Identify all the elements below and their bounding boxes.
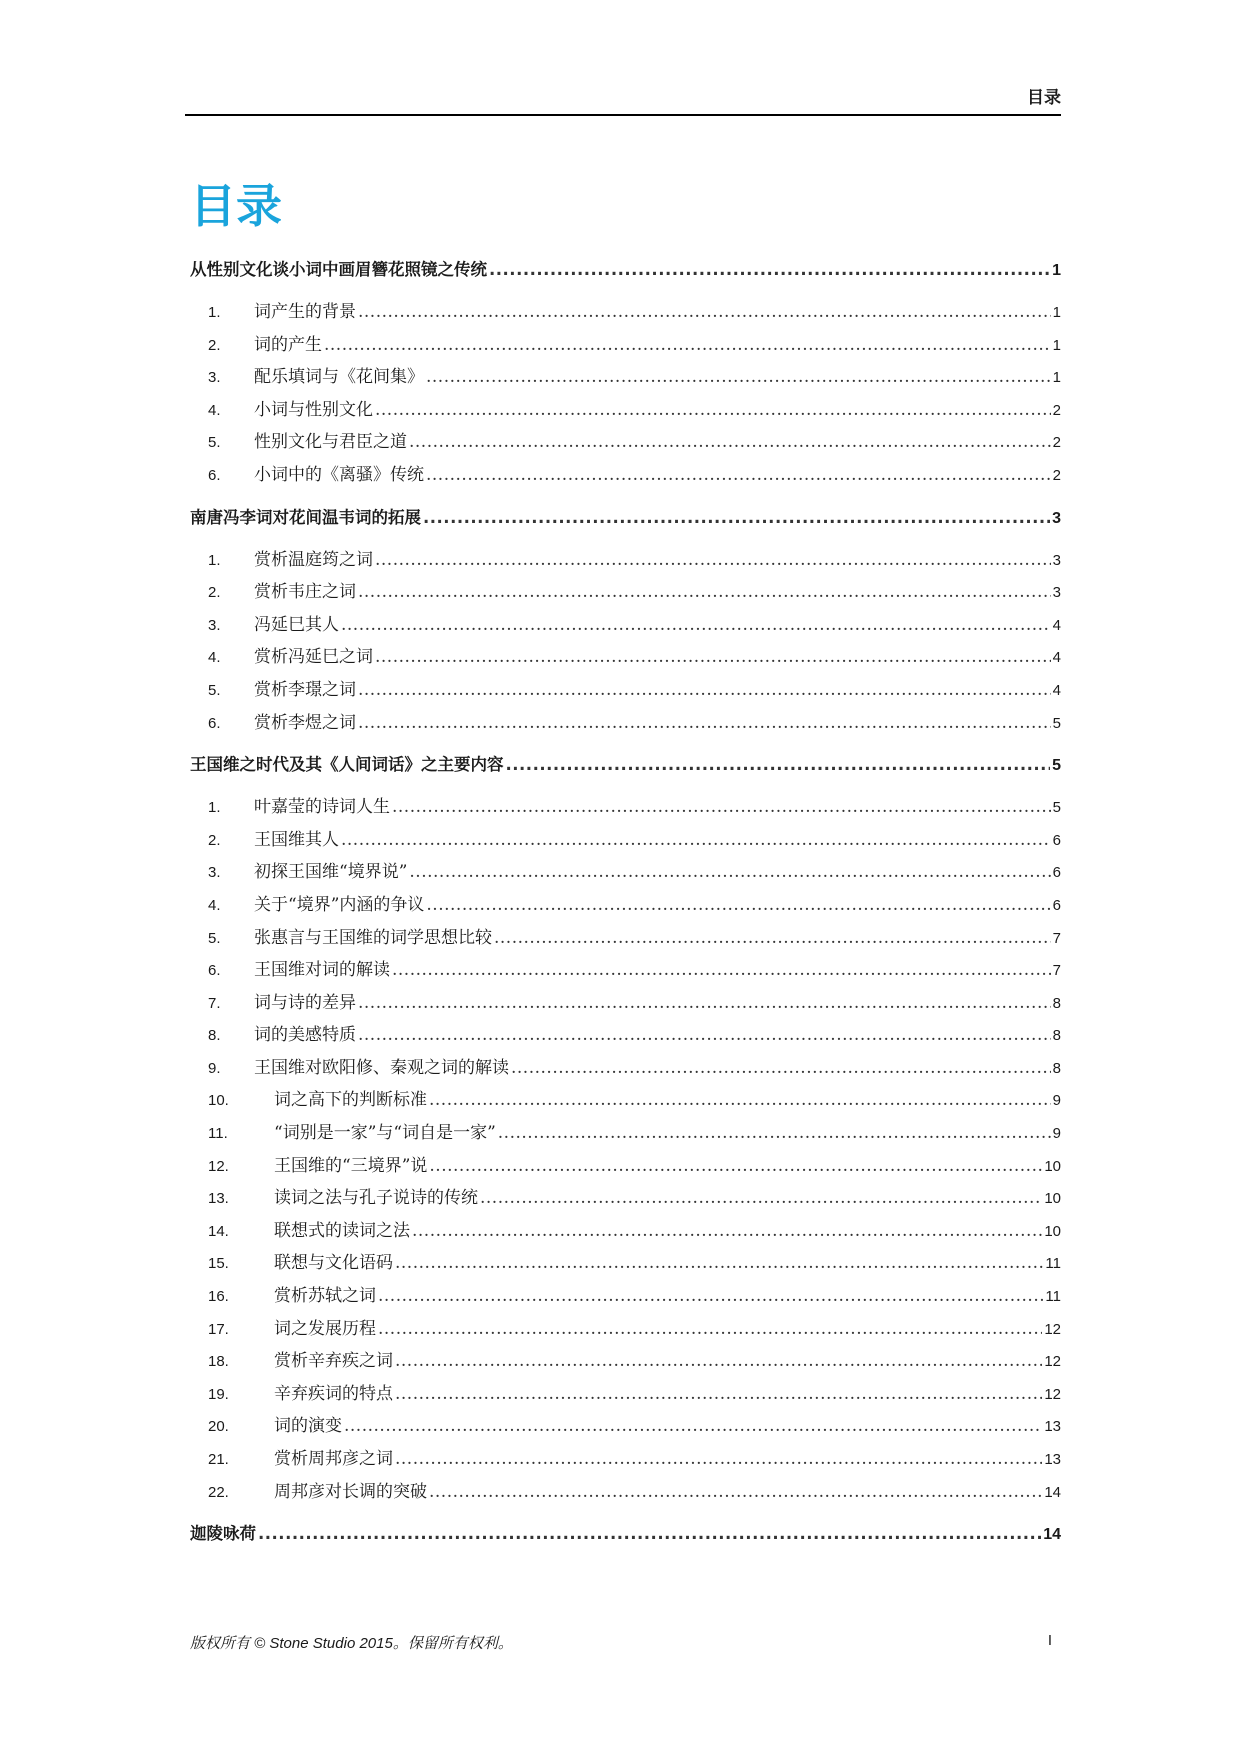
toc-section-entry[interactable] — [190, 394, 1061, 427]
toc-section-entry[interactable] — [190, 987, 1061, 1020]
toc-section-page: 8 — [1052, 1027, 1061, 1045]
toc-leader-dots — [480, 1182, 1042, 1215]
toc-leader-dots — [358, 1019, 1051, 1052]
toc-section-number: 4. — [208, 401, 221, 419]
toc-chapter — [190, 502, 1061, 750]
toc-section-page: 6 — [1052, 831, 1061, 849]
toc-section-page: 11 — [1045, 1255, 1061, 1273]
toc-section-number: 8. — [208, 1027, 221, 1045]
toc-leader-dots — [409, 426, 1051, 459]
toc-leader-dots — [358, 296, 1051, 329]
toc-section-entry[interactable] — [190, 824, 1061, 857]
toc-leader-dots — [395, 1345, 1042, 1378]
toc-section-entry[interactable] — [190, 1182, 1061, 1215]
toc-section-title: 词的演变 — [274, 1416, 342, 1437]
toc-leader-dots — [358, 576, 1051, 609]
toc-section-list — [190, 534, 1061, 750]
toc-section-entry[interactable] — [190, 426, 1061, 459]
toc-section-entry[interactable] — [190, 1410, 1061, 1443]
toc-leader-dots — [358, 707, 1051, 740]
toc-leader-dots — [395, 1443, 1042, 1476]
toc-section-number: 14. — [208, 1222, 229, 1240]
toc-chapter-page: 1 — [1052, 262, 1061, 279]
toc-leader-dots — [429, 1084, 1051, 1117]
toc-section-title: 词的产生 — [254, 334, 322, 355]
toc-section-number: 11. — [208, 1125, 228, 1143]
toc-leader-dots — [392, 954, 1051, 987]
toc-section-entry[interactable] — [190, 361, 1061, 394]
toc-section-number: 18. — [208, 1353, 229, 1371]
toc-chapter-title: 王国维之时代及其《人间词话》之主要内容 — [190, 755, 504, 775]
toc-section-page: 7 — [1052, 929, 1061, 947]
toc-leader-dots — [429, 1150, 1042, 1183]
toc-leader-dots — [426, 459, 1051, 492]
toc-chapter-page: 14 — [1043, 1526, 1061, 1544]
toc-leader-dots — [511, 1052, 1051, 1085]
toc-section-page: 2 — [1052, 401, 1061, 419]
toc-chapter-page: 5 — [1052, 757, 1061, 775]
toc-section-number: 5. — [208, 434, 221, 452]
toc-section-entry[interactable] — [190, 296, 1061, 329]
toc-section-number: 20. — [208, 1418, 229, 1436]
toc-section-title: 读词之法与孔子说诗的传统 — [274, 1188, 478, 1209]
page-footer — [190, 1632, 1052, 1656]
toc-section-page: 9 — [1052, 1125, 1061, 1143]
toc-section-page: 1 — [1052, 369, 1061, 387]
toc-chapter-entry[interactable] — [190, 1518, 1061, 1550]
toc-section-title: 赏析韦庄之词 — [254, 582, 356, 603]
toc-section-number: 10. — [208, 1092, 229, 1110]
toc-section-title: 赏析李煜之词 — [254, 712, 356, 733]
toc-leader-dots — [341, 609, 1051, 642]
toc-section-title: “词别是一家”与“词自是一家” — [274, 1123, 496, 1144]
toc-section-entry[interactable] — [190, 1378, 1061, 1411]
toc-leader-dots — [258, 1518, 1041, 1550]
toc-section-title: 周邦彦对长调的突破 — [274, 1481, 427, 1502]
toc-section-title: 词与诗的差异 — [254, 992, 356, 1013]
toc-leader-dots — [392, 791, 1051, 824]
toc-leader-dots — [341, 824, 1051, 857]
toc-leader-dots — [426, 361, 1051, 394]
toc-section-number: 6. — [208, 714, 221, 732]
toc-section-page: 12 — [1044, 1385, 1061, 1403]
toc-section-entry[interactable] — [190, 1084, 1061, 1117]
toc-section-page: 2 — [1052, 466, 1061, 484]
toc-chapter-page: 3 — [1052, 509, 1061, 527]
toc-section-number: 22. — [208, 1483, 229, 1501]
toc-leader-dots — [395, 1378, 1042, 1411]
toc-chapter-entry[interactable] — [190, 254, 1061, 286]
toc-leader-dots — [378, 1313, 1042, 1346]
toc-section-number: 3. — [208, 864, 221, 882]
toc-section-title: 联想与文化语码 — [274, 1253, 393, 1274]
toc-section-title: 赏析冯延巳之词 — [254, 647, 373, 668]
toc-section-number: 2. — [208, 584, 221, 602]
toc-section-page: 3 — [1052, 584, 1061, 602]
toc-leader-dots — [423, 502, 1050, 534]
toc-section-entry[interactable] — [190, 1215, 1061, 1248]
toc-section-entry[interactable] — [190, 1443, 1061, 1476]
toc-section-entry[interactable] — [190, 1150, 1061, 1183]
toc-section-page: 4 — [1052, 649, 1061, 667]
toc-section-title: 小词与性别文化 — [254, 399, 373, 420]
toc-section-list — [190, 286, 1061, 502]
toc-section-page: 10 — [1044, 1190, 1061, 1208]
toc-section-title: 赏析苏轼之词 — [274, 1286, 376, 1307]
toc-section-list — [190, 781, 1061, 1518]
toc-section-entry[interactable] — [190, 1019, 1061, 1052]
toc-section-number: 3. — [208, 369, 221, 387]
toc-section-number: 19. — [208, 1385, 229, 1403]
toc-section-page: 13 — [1044, 1418, 1061, 1436]
toc-leader-dots — [344, 1410, 1042, 1443]
toc-section-page: 3 — [1052, 551, 1061, 569]
toc-section-entry[interactable] — [190, 641, 1061, 674]
toc-section-title: 赏析周邦彦之词 — [274, 1449, 393, 1469]
toc-section-number: 1. — [208, 551, 221, 569]
toc-section-entry[interactable] — [190, 889, 1061, 922]
toc-leader-dots — [429, 1476, 1042, 1509]
toc-leader-dots — [506, 749, 1051, 781]
toc-section-page: 7 — [1052, 962, 1061, 980]
toc-section-title: 赏析辛弃疾之词 — [274, 1351, 393, 1372]
toc-section-title: 王国维对词的解读 — [254, 960, 390, 981]
toc-section-title: 叶嘉莹的诗词人生 — [254, 797, 390, 818]
toc-title: 目录 — [190, 179, 282, 233]
toc-leader-dots — [395, 1247, 1043, 1280]
toc-section-title: 张惠言与王国维的词学思想比较 — [254, 927, 492, 948]
toc-section-title: 赏析温庭筠之词 — [254, 549, 373, 570]
toc-section-title: 词之发展历程 — [274, 1318, 376, 1339]
toc-section-entry[interactable] — [190, 1052, 1061, 1085]
toc-section-page: 10 — [1044, 1222, 1061, 1240]
toc-chapter-title: 从性别文化谈小词中画眉簪花照镜之传统 — [190, 260, 487, 279]
toc-section-number: 5. — [208, 681, 221, 699]
toc-section-number: 17. — [208, 1320, 229, 1338]
toc-section-title: 冯延巳其人 — [254, 614, 339, 635]
toc-section-page: 12 — [1044, 1320, 1061, 1338]
toc-leader-dots — [409, 856, 1050, 889]
toc-section-entry[interactable] — [190, 922, 1061, 955]
toc-section-page: 6 — [1052, 864, 1061, 882]
toc-section-entry[interactable] — [190, 1476, 1061, 1509]
toc-section-title: 词之高下的判断标准 — [274, 1090, 427, 1111]
toc-leader-dots — [489, 254, 1050, 286]
toc-section-number: 2. — [208, 831, 221, 849]
toc-section-number: 2. — [208, 336, 221, 354]
toc-leader-dots — [324, 329, 1051, 362]
toc-section-entry[interactable] — [190, 576, 1061, 609]
toc-section-number: 3. — [208, 616, 221, 634]
toc-leader-dots — [412, 1215, 1042, 1248]
toc-section-number: 6. — [208, 962, 221, 980]
toc-section-entry[interactable] — [190, 459, 1061, 492]
toc-leader-dots — [378, 1280, 1043, 1313]
toc-section-page: 2 — [1052, 434, 1061, 452]
toc-chapter — [190, 749, 1061, 1518]
toc-section-number: 7. — [208, 994, 221, 1012]
toc-section-page: 12 — [1044, 1353, 1061, 1371]
toc-chapter — [190, 254, 1061, 502]
toc-section-title: 关于“境界”内涵的争议 — [254, 894, 425, 915]
toc-section-number: 6. — [208, 466, 221, 484]
toc-section-entry[interactable] — [190, 1313, 1061, 1346]
toc-chapter-title: 迦陵咏荷 — [190, 1524, 256, 1544]
toc-section-page: 14 — [1044, 1483, 1061, 1501]
toc-leader-dots — [375, 394, 1051, 427]
toc-section-title: 赏析李璟之词 — [254, 679, 356, 700]
toc-section-title: 小词中的《离骚》传统 — [254, 464, 424, 485]
toc-section-title: 王国维其人 — [254, 829, 339, 850]
toc-section-title: 性别文化与君臣之道 — [254, 432, 407, 453]
toc-section-number: 4. — [208, 896, 221, 914]
toc-section-entry[interactable] — [190, 707, 1061, 740]
toc-section-page: 8 — [1052, 994, 1061, 1012]
toc-section-entry[interactable] — [190, 791, 1061, 824]
toc-section-number: 21. — [208, 1451, 229, 1468]
toc-section-page: 4 — [1052, 681, 1061, 699]
toc-section-entry[interactable] — [190, 544, 1061, 577]
copyright-notice: 版权所有 © Stone Studio 2015。保留所有权利。 — [190, 1635, 513, 1652]
toc-section-number: 15. — [208, 1255, 229, 1273]
toc-section-page: 13 — [1044, 1451, 1061, 1468]
toc-section-entry[interactable] — [190, 856, 1061, 889]
toc-section-number: 4. — [208, 649, 221, 667]
toc-section-page: 8 — [1052, 1059, 1061, 1077]
toc-leader-dots — [358, 987, 1051, 1020]
toc-chapter-entry[interactable] — [190, 749, 1061, 781]
header-label: 目录 — [1027, 88, 1061, 108]
toc-section-page: 5 — [1052, 799, 1061, 817]
toc-leader-dots — [494, 922, 1051, 955]
toc-section-page: 11 — [1045, 1288, 1061, 1306]
toc-section-number: 9. — [208, 1059, 221, 1077]
table-of-contents — [190, 254, 1061, 1550]
toc-section-page: 9 — [1052, 1092, 1061, 1110]
toc-section-title: 王国维对欧阳修、秦观之词的解读 — [254, 1057, 509, 1078]
toc-section-page: 1 — [1052, 304, 1061, 321]
toc-section-page: 4 — [1052, 616, 1061, 634]
toc-section-entry[interactable] — [190, 609, 1061, 642]
toc-section-number: 12. — [208, 1157, 229, 1175]
toc-section-entry[interactable] — [190, 1280, 1061, 1313]
toc-section-title: 联想式的读词之法 — [274, 1220, 410, 1241]
page-number: I — [1047, 1632, 1052, 1649]
toc-section-entry[interactable] — [190, 1247, 1061, 1280]
toc-section-title: 初探王国维“境界说” — [254, 862, 408, 883]
toc-section-title: 配乐填词与《花间集》 — [254, 367, 424, 388]
toc-section-entry[interactable] — [190, 329, 1061, 362]
toc-section-title: 辛弃疾词的特点 — [274, 1383, 393, 1404]
toc-section-entry[interactable] — [190, 954, 1061, 987]
toc-chapter-title: 南唐冯李词对花间温韦词的拓展 — [190, 507, 421, 527]
toc-leader-dots — [426, 889, 1050, 922]
toc-section-number: 1. — [208, 304, 221, 321]
toc-section-page: 1 — [1052, 336, 1061, 354]
toc-section-page: 10 — [1044, 1157, 1061, 1175]
toc-leader-dots — [358, 674, 1051, 707]
toc-chapter-entry[interactable] — [190, 502, 1061, 534]
toc-leader-dots — [498, 1117, 1051, 1150]
toc-section-number: 13. — [208, 1190, 229, 1208]
toc-section-entry[interactable] — [190, 1117, 1061, 1150]
toc-leader-dots — [375, 544, 1051, 577]
toc-section-title: 词的美感特质 — [254, 1025, 356, 1046]
toc-leader-dots — [375, 641, 1051, 674]
toc-section-number: 5. — [208, 929, 221, 947]
toc-section-page: 6 — [1052, 896, 1061, 914]
toc-section-number: 16. — [208, 1288, 229, 1306]
toc-section-number: 1. — [208, 799, 221, 817]
toc-chapter — [190, 1518, 1061, 1550]
toc-section-entry[interactable] — [190, 1345, 1061, 1378]
toc-section-entry[interactable] — [190, 674, 1061, 707]
toc-section-page: 5 — [1052, 714, 1061, 732]
toc-section-title: 王国维的“三境界”说 — [274, 1155, 428, 1176]
page-header — [185, 88, 1061, 116]
toc-section-title: 词产生的背景 — [254, 302, 356, 322]
